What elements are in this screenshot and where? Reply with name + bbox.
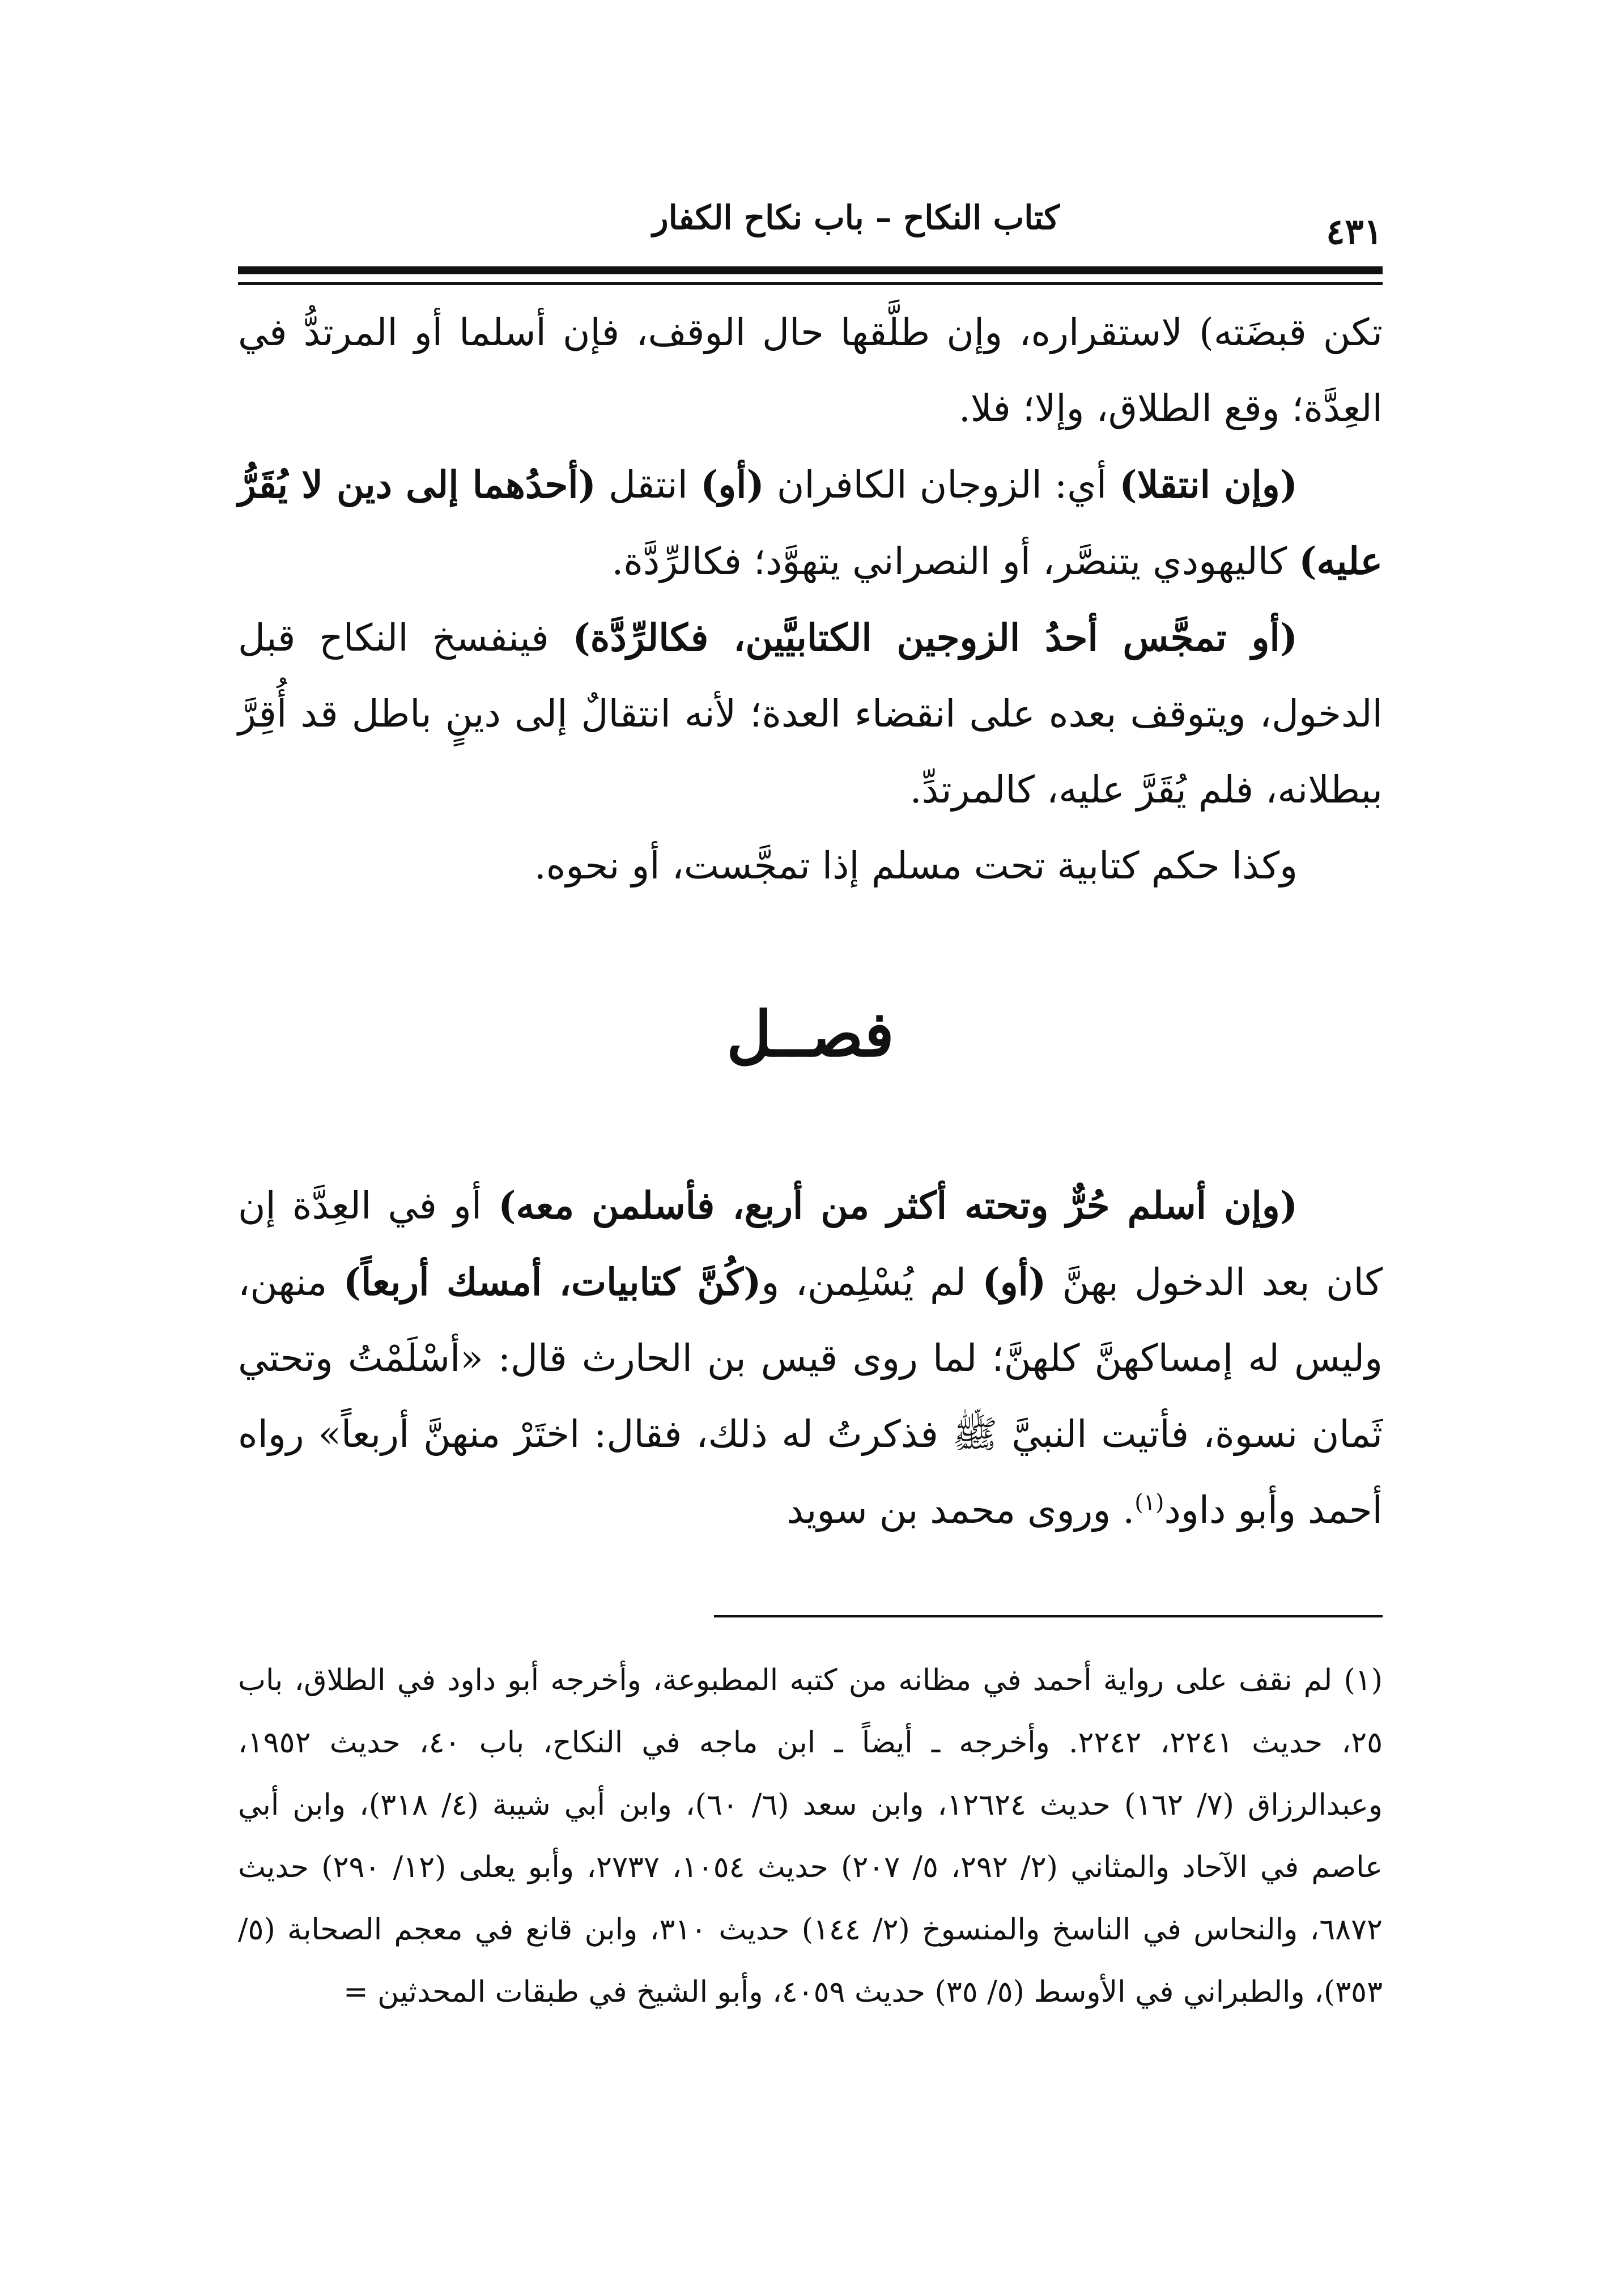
section-text bbox=[238, 1167, 1383, 1548]
section-heading: فصــل bbox=[726, 997, 894, 1071]
sharh-text: كاليهودي يتنصَّر، أو النصراني يتهوَّد؛ فكالرِّدَّة. bbox=[611, 540, 1299, 583]
sharh-text: فينفسخ النكاح قبل الدخول، ويتوقف بعده على انقضاء العدة؛ لأنه انتقالٌ إلى دينٍ باطل قد أُقِرَّ ببطلانه، فلم يُقَرَّ عليه، كالمرتدِّ. bbox=[238, 616, 1383, 812]
footnotes bbox=[238, 1649, 1383, 2023]
matn-text: (أو) bbox=[982, 1260, 1047, 1304]
page-header bbox=[238, 181, 1383, 266]
running-title: كتاب النكاح – باب نكاح الكفار bbox=[652, 198, 1060, 237]
header-rule-thin bbox=[238, 282, 1383, 285]
paragraph-continuation bbox=[238, 295, 1383, 447]
paragraph-text: وكذا حكم كتابية تحت مسلم إذا تمجَّست، أو نحوه. bbox=[534, 844, 1298, 888]
paragraph-islam-hurr bbox=[238, 1167, 1383, 1548]
matn-text: (أحدُهما إلى دين لا يُقَرُّ عليه) bbox=[238, 462, 1383, 583]
sharh-text: أو في العِدَّة إن كان بعد الدخول بهنَّ bbox=[238, 1184, 1383, 1304]
top-text bbox=[238, 295, 1383, 904]
matn-text: (كُنَّ كتابيات، أمسك أربعاً) bbox=[343, 1260, 762, 1304]
footnote-reference: (١) bbox=[1134, 1489, 1164, 1515]
sharh-text: انتقل bbox=[596, 463, 701, 507]
sharh-text: منهن، وليس له إمساكهنَّ كلهنَّ؛ لما روى قيس بن الحارث قال: «أسْلَمْتُ وتحتي ثَمان نسوة، فأتيت النبيَّ ﷺ فذكرتُ له ذلك، فقال: اختَرْ منهنَّ أربعاً» رواه أحمد وأبو داود bbox=[238, 1260, 1383, 1532]
footnote-separator bbox=[714, 1615, 1383, 1617]
sharh-text: أي: الزوجان الكافران bbox=[764, 463, 1120, 507]
paragraph-kitabiyya bbox=[238, 828, 1383, 904]
paragraph-intiqal bbox=[238, 447, 1383, 600]
sharh-text: . وروى محمد بن سويد bbox=[787, 1488, 1135, 1532]
paragraph-text: تكن قبضَته) لاستقراره، وإن طلَّقها حال الوقف، فإن أسلما أو المرتدُّ في العِدَّة؛ وقع الطلاق، وإلا؛ فلا. bbox=[238, 311, 1383, 430]
header-rule-thick bbox=[238, 266, 1383, 274]
matn-text: (وإن أسلم حُرٌّ وتحته أكثر من أربع، فأسلمن معه) bbox=[498, 1183, 1298, 1228]
matn-text: (وإن انتقلا) bbox=[1119, 462, 1298, 507]
matn-text: (أو) bbox=[700, 462, 764, 507]
book-page bbox=[238, 0, 1383, 2293]
sharh-text: لم يُسْلِمن، و bbox=[761, 1260, 983, 1304]
paragraph-tamajjus bbox=[238, 600, 1383, 828]
footnote-1: (١) لم نقف على رواية أحمد في مظانه من كتبه المطبوعة، وأخرجه أبو داود في الطلاق، باب ٢٥، حديث ٢٢٤١، ٢٢٤٢. وأخرجه ـ أيضاً ـ ابن ماجه في النكاح، باب ٤٠، حديث ١٩٥٢، وعبدالرزاق (٧/ ١٦٢) حديث ١٢٦٢٤، وابن سعد (٦/ ٦٠)، وابن أبي شيبة (٤/ ٣١٨)، وابن أبي عاصم في الآحاد والمثاني (٢/ ٢٩٢، ٥/ ٢٠٧) حديث ١٠٥٤، ٢٧٣٧، وأبو يعلى (١٢/ ٢٩٠) حديث ٦٨٧٢، والنحاس في الناسخ والمنسوخ (٢/ ١٤٤) حديث ٣١٠، وابن قانع في معجم الصحابة (٥/ ٣٥٣)، والطبراني في الأوسط (٥/ ٣٥) حديث ٤٠٥٩، وأبو الشيخ في طبقات المحدثين = bbox=[238, 1663, 1383, 2009]
matn-text: (أو تمجَّس أحدُ الزوجين الكتابيَّين، فكالرِّدَّة) bbox=[572, 615, 1298, 660]
page-number: ٤٣١ bbox=[1326, 211, 1383, 252]
